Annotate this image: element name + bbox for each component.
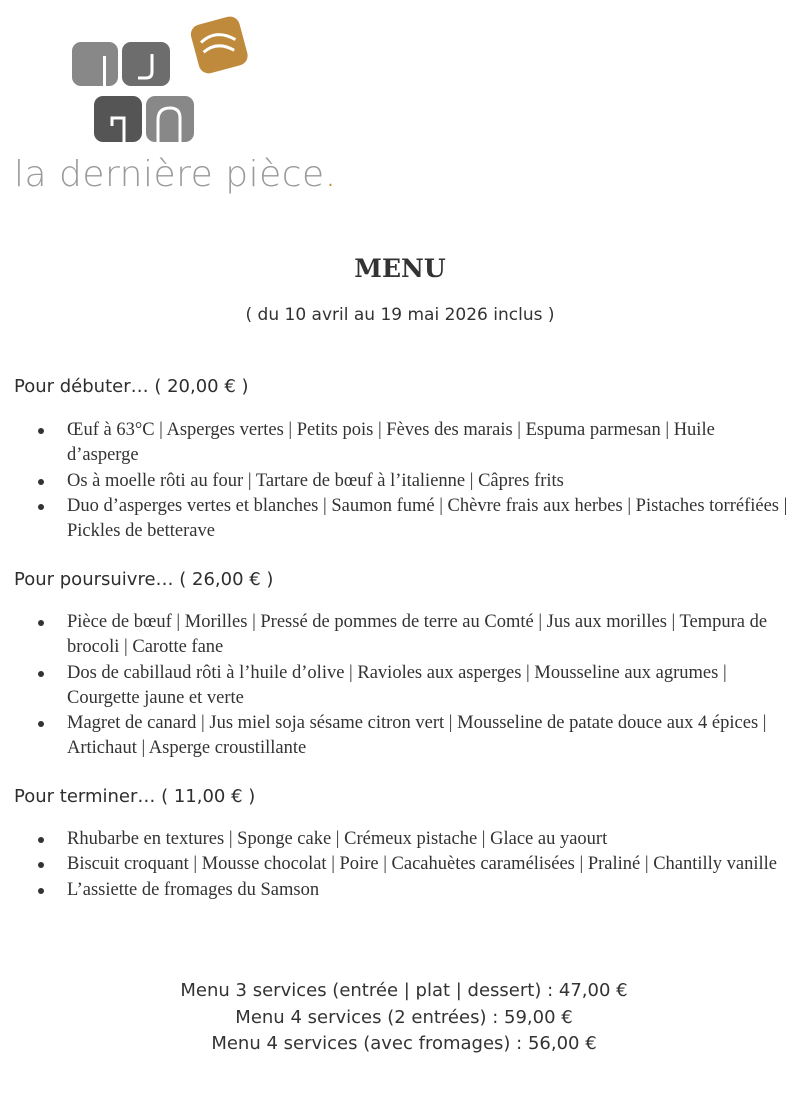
price-line: Menu 3 services (entrée | plat | dessert) : 47,00 € [180, 980, 628, 1001]
desserts-list [38, 827, 790, 903]
list-item: Biscuit croquant | Mousse chocolat | Poire | Cacahuètes caramélisées | Praliné | Chantilly vanille [38, 852, 790, 877]
list-item: Magret de canard | Jus miel soja sésame citron vert | Mousseline de patate douce aux 4 épices | Artichaut | Asperge croustillante [38, 711, 790, 762]
list-item: Dos de cabillaud rôti à l’huile d’olive | Ravioles aux asperges | Mousseline aux agrumes | Courgette jaune et verte [38, 661, 790, 712]
mains-list [38, 610, 790, 762]
brand-name: la dernière pièce. [14, 154, 337, 195]
menu-title: MENU [354, 254, 446, 283]
price-line: Menu 4 services (avec fromages) : 56,00 € [211, 1033, 597, 1054]
section-heading-starters: Pour débuter… ( 20,00 € ) [14, 376, 249, 397]
list-item: Œuf à 63°C | Asperges vertes | Petits pois | Fèves des marais | Espuma parmesan | Huile d’asperge [38, 418, 790, 469]
section-heading-mains: Pour poursuivre… ( 26,00 € ) [14, 569, 274, 590]
list-item: L’assiette de fromages du Samson [38, 878, 790, 903]
list-item: Pièce de bœuf | Morilles | Pressé de pommes de terre au Comté | Jus aux morilles | Tempura de brocoli | Carotte fane [38, 610, 790, 661]
list-item: Rhubarbe en textures | Sponge cake | Crémeux pistache | Glace au yaourt [38, 827, 790, 852]
logo-mark [12, 14, 272, 154]
list-item: Os à moelle rôti au four | Tartare de bœuf à l’italienne | Câpres frits [38, 469, 790, 494]
section-heading-desserts: Pour terminer… ( 11,00 € ) [14, 786, 256, 807]
starters-list [38, 418, 790, 544]
list-item: Duo d’asperges vertes et blanches | Saumon fumé | Chèvre frais aux herbes | Pistaches torréfiées | Pickles de betterave [38, 494, 790, 545]
menu-pricing [0, 978, 800, 1058]
price-line: Menu 4 services (2 entrées) : 59,00 € [235, 1006, 573, 1028]
menu-period: ( du 10 avril au 19 mai 2026 inclus ) [245, 305, 555, 325]
